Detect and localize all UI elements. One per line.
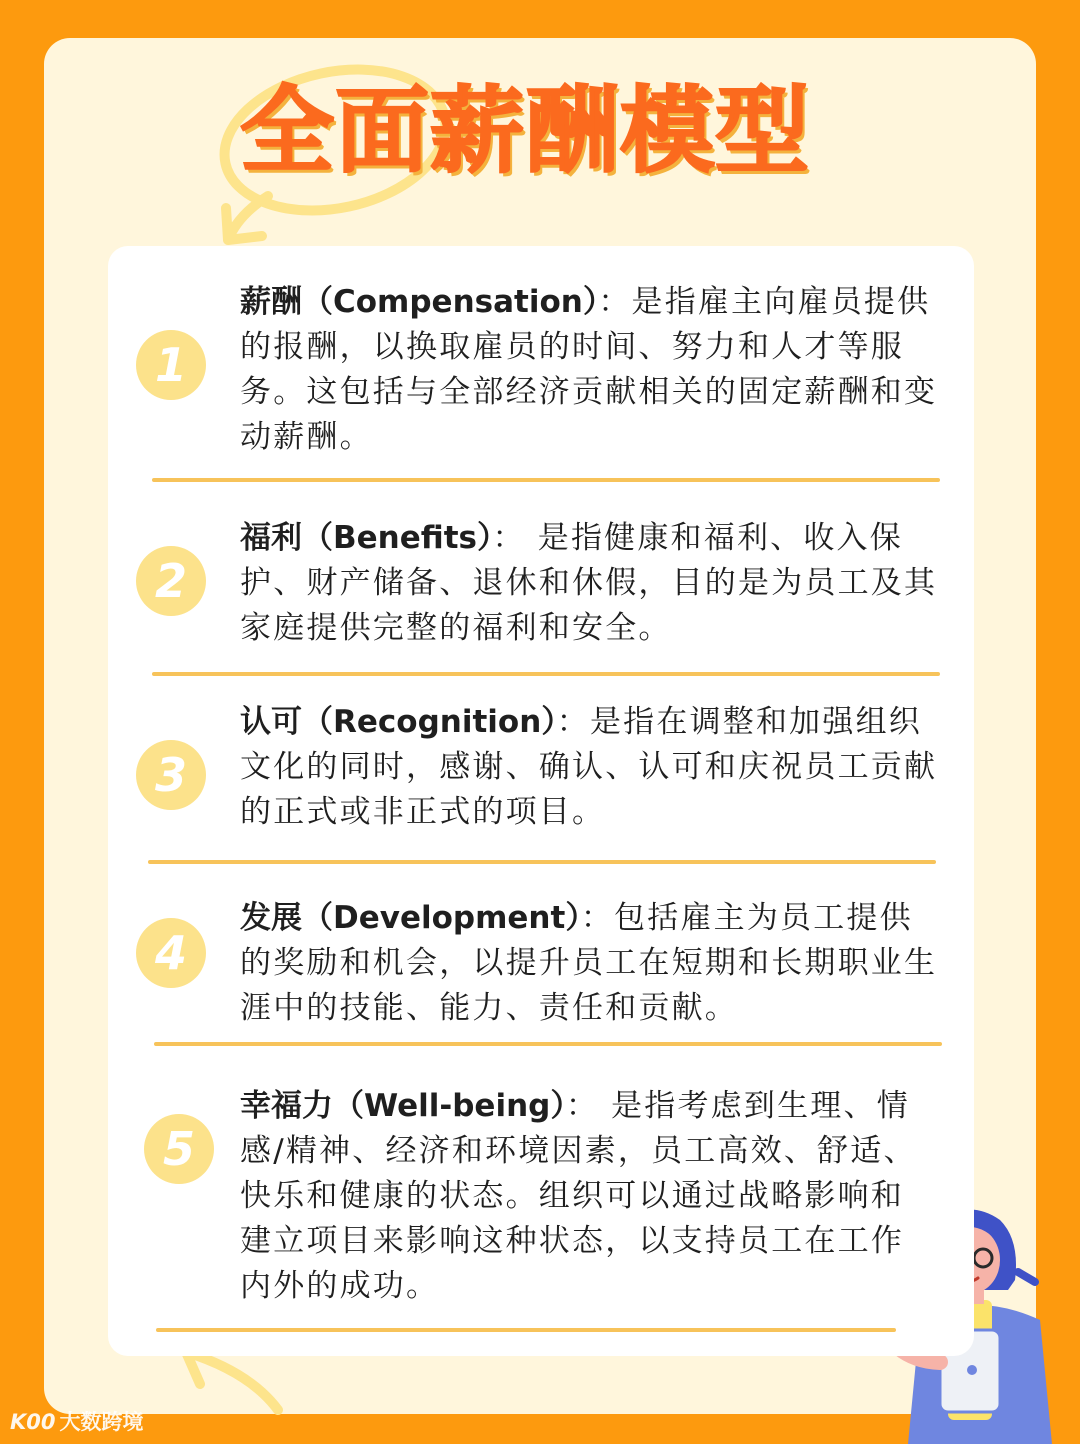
divider: [148, 860, 936, 864]
item-term: 薪酬（Compensation）: [240, 284, 599, 320]
divider: [154, 1042, 942, 1046]
item-term: 福利（Benefits）: [240, 520, 493, 556]
item-term: 发展（Development）: [240, 900, 581, 936]
divider: [152, 478, 940, 482]
item-text: [240, 896, 944, 1031]
item-description: ：是指雇主向雇员提供的报酬，以换取雇员的时间、努力和人才等服务。这包括与全部经济贡献相关的固定薪酬和变动薪酬。: [240, 284, 938, 455]
page-title: 全面薪酬模型: [240, 77, 811, 186]
item-description: ： 是指考虑到生理、情感/精神、经济和环境因素，员工高效、舒适、快乐和健康的状态。组织可以通过战略影响和建立项目来影响这种状态，以支持员工在工作内外的成功。: [240, 1088, 917, 1304]
divider: [152, 672, 940, 676]
number-badge: 1: [136, 330, 206, 400]
watermark-logo: K00: [10, 1410, 56, 1434]
item-text: [240, 280, 944, 460]
watermark-text: 大数跨境: [59, 1410, 144, 1434]
item-text: [240, 1084, 922, 1309]
item-term: 认可（Recognition）: [240, 704, 557, 740]
number-badge: 4: [136, 918, 206, 988]
number-badge: 2: [136, 546, 206, 616]
item-term: 幸福力（Well-being）: [240, 1088, 566, 1124]
watermark: [10, 1406, 144, 1436]
item-text: [240, 516, 944, 651]
number-badge: 5: [144, 1114, 214, 1184]
divider: [156, 1328, 896, 1332]
item-text: [240, 700, 944, 835]
number-badge: 3: [136, 740, 206, 810]
definitions-panel: [108, 246, 974, 1356]
item-description: ：包括雇主为员工提供的奖励和机会，以提升员工在短期和长期职业生涯中的技能、能力、责任和贡献。: [240, 900, 938, 1026]
item-description: ： 是指健康和福利、收入保护、财产储备、退休和休假，目的是为员工及其家庭提供完整的福利和安全。: [240, 520, 938, 646]
item-description: ：是指在调整和加强组织文化的同时，感谢、确认、认可和庆祝员工贡献的正式或非正式的项目。: [240, 704, 938, 830]
